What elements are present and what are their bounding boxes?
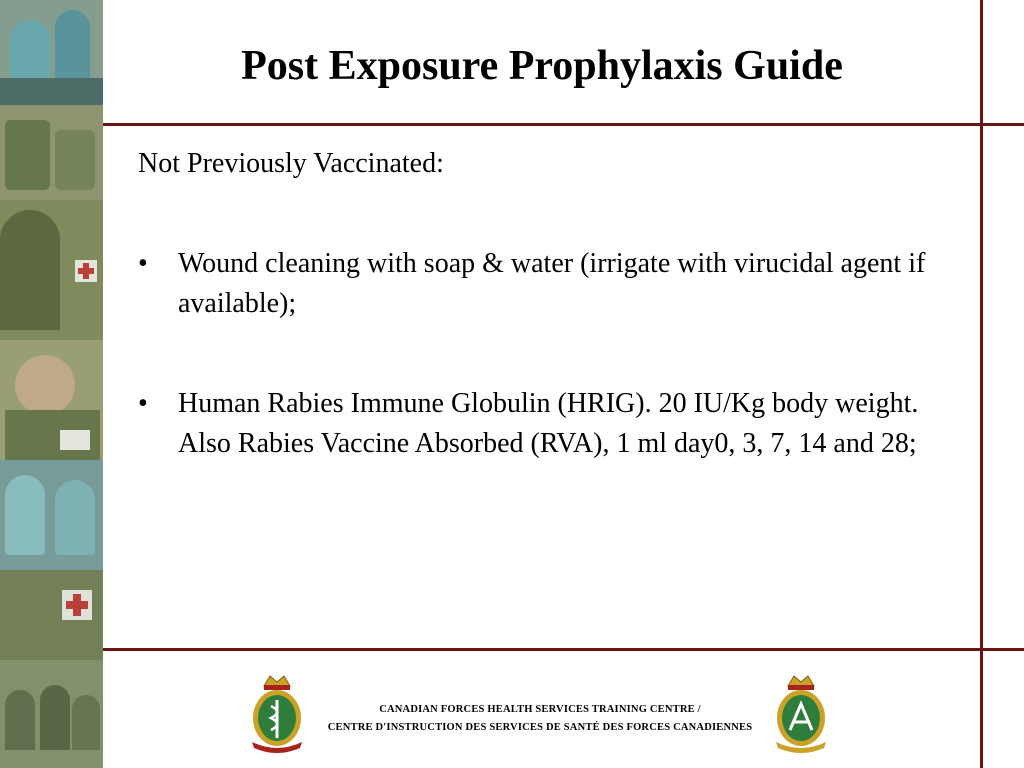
collage-photo-classroom [0, 660, 103, 768]
bullet-item [138, 244, 938, 324]
caduceus-crest-icon [244, 672, 310, 756]
collage-photo-officer [0, 340, 103, 460]
photo-collage-strip [0, 0, 103, 768]
bullet-item [138, 384, 938, 464]
right-border-line [980, 0, 983, 768]
bullet-text: Wound cleaning with soap & water (irrigate with virucidal agent if available); [178, 248, 926, 319]
bullet-marker: • [138, 388, 148, 419]
training-centre-crest-icon [768, 672, 834, 756]
header-divider [103, 123, 1024, 126]
section-heading: Not Previously Vaccinated: [138, 148, 444, 179]
bullet-text: Human Rabies Immune Globulin (HRIG). 20 IU/Kg body weight. Also Rabies Vaccine Absorbed (RVA), 1 ml day0, 3, 7, 14 and 28; [178, 388, 919, 459]
footer-text-english: CANADIAN FORCES HEALTH SERVICES TRAINING CENTRE / [379, 704, 701, 715]
collage-photo-surgery [0, 0, 103, 105]
footer-divider [103, 648, 1024, 651]
slide-title: Post Exposure Prophylaxis Guide [241, 43, 843, 89]
collage-photo-medic-armband [0, 570, 103, 660]
collage-photo-operating-room [0, 460, 103, 570]
collage-photo-field-medic [0, 200, 103, 340]
bullet-marker: • [138, 248, 148, 279]
collage-photo-soldiers [0, 105, 103, 200]
footer-text-french: CENTRE D'INSTRUCTION DES SERVICES DE SANTÉ DES FORCES CANADIENNES [327, 722, 753, 733]
bullet-list [138, 244, 938, 524]
